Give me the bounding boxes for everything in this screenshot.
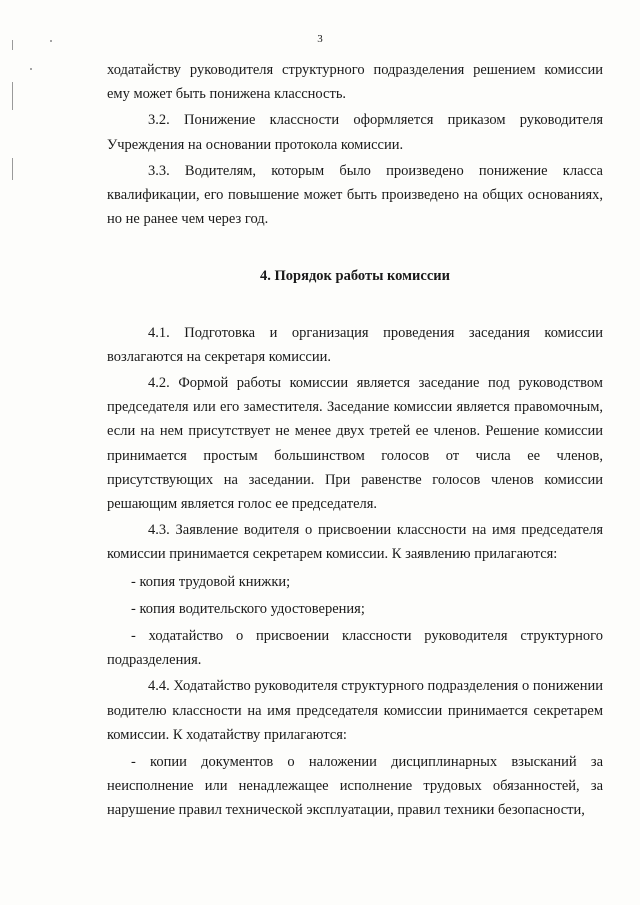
- paragraph-4-3: 4.3. Заявление водителя о присвоении классности на имя председателя комиссии принимается секретарем комиссии. К заявлению прилагаются:: [107, 522, 603, 563]
- paragraph-4-1: 4.1. Подготовка и организация проведения заседания комиссии возлагаются на секретаря комиссии.: [107, 324, 603, 365]
- list-item-employment-record: - копия трудовой книжки;: [131, 573, 291, 590]
- binding-mark-lower: [12, 158, 13, 180]
- list-item-disciplinary-documents: - копии документов о наложении дисциплинарных взысканий за неисполнение или ненадлежащее исполнение трудовых обязанностей, за нарушение правил технической эксплуатации, правил техники безопасности,: [107, 754, 603, 819]
- paragraph-3-2: 3.2. Понижение классности оформляется приказом руководителя Учреждения на основании протокола комиссии.: [107, 112, 603, 153]
- paragraph-4-4: 4.4. Ходатайство руководителя структурного подразделения о понижении водителю классности на имя председателя комиссии принимается секретарем комиссии. К ходатайству прилагаются:: [107, 678, 603, 743]
- scan-speck: [30, 68, 32, 70]
- paragraph-3-3: 3.3. Водителям, которым было произведено понижение класса квалификации, его повышение может быть произведено на общих основаниях, но не ранее чем через год.: [107, 162, 603, 228]
- page-number: 3: [317, 33, 323, 45]
- list-item-petition: - ходатайство о присвоении классности руководителя структурного подразделения.: [107, 628, 603, 669]
- paragraph-4-2: 4.2. Формой работы комиссии является заседание под руководством председателя или его заместителя. Заседание комиссии является правомочным, если на нем присутствует не менее двух третей ее членов. Решение комиссии принимается простым большинством голосов от числа ее членов, присутствующих на заседании. При равенстве голосов членов комиссии решающим является голос ее председателя.: [107, 375, 603, 513]
- list-item-driver-license: - копия водительского удостоверения;: [131, 600, 365, 617]
- binding-mark-middle: [12, 82, 13, 110]
- section-heading: 4. Порядок работы комиссии: [260, 268, 450, 285]
- paragraph-3-1-continued: ходатайству руководителя структурного подразделения решением комиссии ему может быть понижена классность.: [107, 62, 603, 103]
- document-body: [107, 58, 603, 823]
